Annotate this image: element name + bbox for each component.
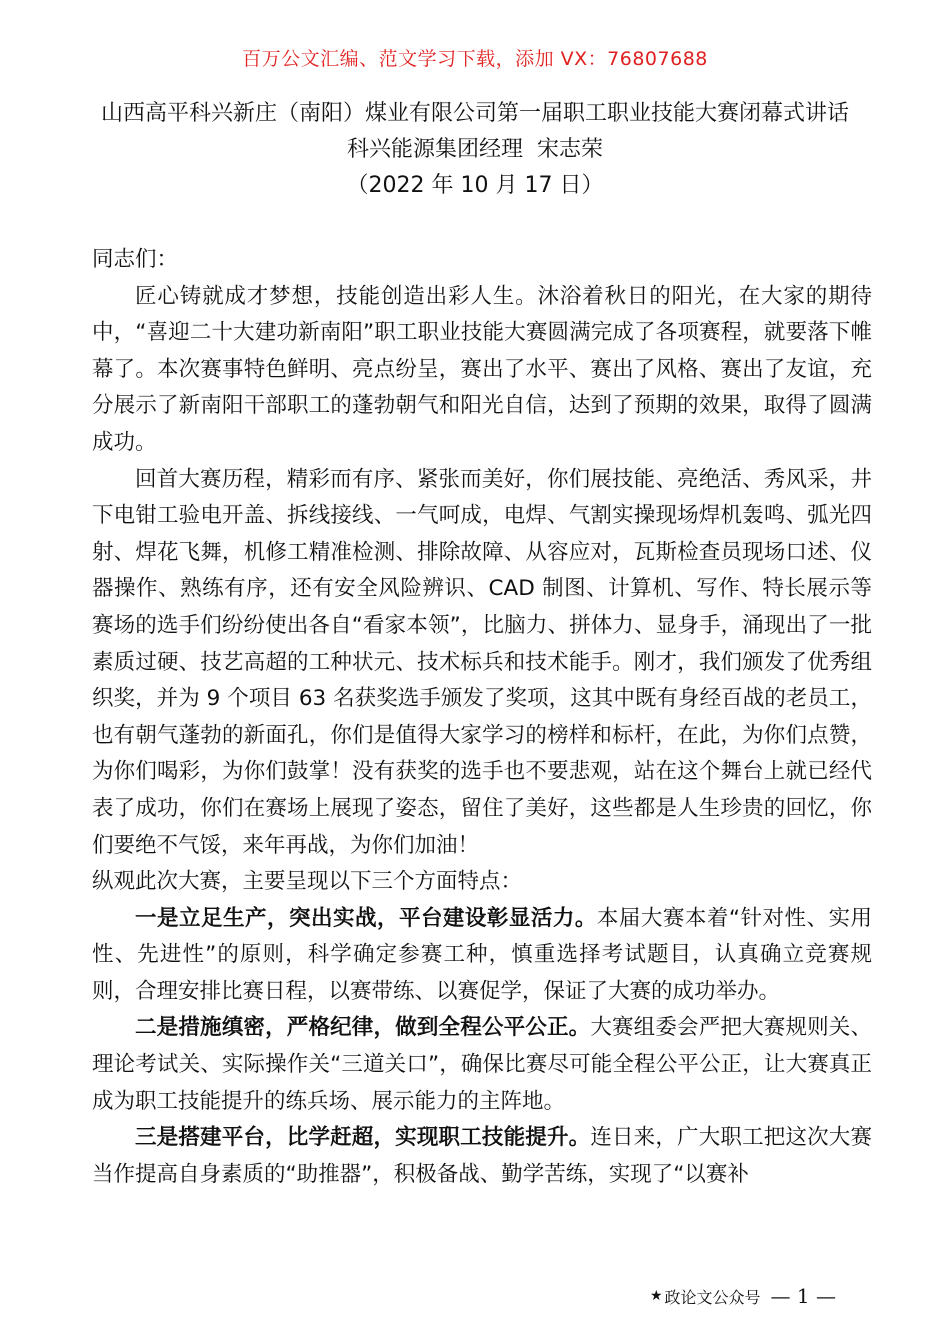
paragraph-1: 匠心铸就成才梦想，技能创造出彩人生。沐浴着秋日的阳光，在大家的期待中，“喜迎二十大建功新南阳”职工职业技能大赛圆满完成了各项赛程，就要落下帷幕了。本次赛事特色鲜明、亮点纷呈，赛出了水平、赛出了风格、赛出了友谊，充分展示了新南阳干部职工的蓬勃朝气和阳光自信，达到了预期的效果，取得了圆满成功。 — [92, 283, 872, 455]
point-2 — [92, 1010, 872, 1120]
speech-date: （2022 年 10 月 17 日） — [346, 173, 604, 198]
point-3-text: 连日来，广大职工把这次大赛当作提高自身素质的“助推器”，积极备战、勤学苦练，实现了“以赛补 — [92, 1125, 872, 1187]
title-block — [0, 96, 950, 204]
point-1-text: 本届大赛本着“针对性、实用性、先进性”的原则，科学确定参赛工种，慎重选择考试题目，认真确立竞赛规则，合理安排比赛日程，以赛带练、以赛促学，保证了大赛的成功举办。 — [92, 905, 872, 1004]
header-ad-text: 百万公文汇编、范文学习下载，添加 VX：76807688 — [242, 48, 708, 70]
point-3 — [92, 1120, 872, 1193]
speaker-line: 科兴能源集团经理 宋志荣 — [347, 137, 603, 162]
point-1-heading: 一是立足生产，突出实战，平台建设彰显活力。 — [135, 905, 597, 931]
footer-source: 政论文公众号 — [664, 1287, 761, 1307]
point-2-heading: 二是措施缜密，严格纪律，做到全程公平公正。 — [135, 1015, 591, 1041]
point-3-heading: 三是搭建平台，比学赶超，实现职工技能提升。 — [135, 1125, 591, 1151]
paragraph-2: 回首大赛历程，精彩而有序、紧张而美好，你们展技能、亮绝活、秀风采，井下电钳工验电开盖、拆线接线、一气呵成，电焊、气割实操现场焊机轰鸣、弧光四射、焊花飞舞，机修工精准检测、排除故障、从容应对，瓦斯检查员现场口述、仪器操作、熟练有序，还有安全风险辨识、CAD 制图、计算机、写作、特长展示等赛场的选手们纷纷使出各自“看家本领”，比脑力、拼体力、显身手，涌现出了一批素质过硬、技艺高超的工种状元、技术标兵和技术能手。刚才，我们颁发了优秀组织奖，并为 9 个项目 63 名获奖选手颁发了奖项，这其中既有身经百战的老员工，也有朝气蓬勃的新面孔，你们是值得大家学习的榜样和标杆，在此，为你们点赞，为你们喝彩，为你们鼓掌！没有获奖的选手也不要悲观，站在这个舞台上就已经代表了成功，你们在赛场上展现了姿态，留住了美好，这些都是人生珍贵的回忆，你们要绝不气馁，来年再战，为你们加油！ — [92, 466, 872, 858]
point-1 — [92, 901, 872, 1011]
point-2-text: 大赛组委会严把大赛规则关、理论考试关、实际操作关“三道关口”，确保比赛尽可能全程公平公正，让大赛真正成为职工技能提升的练兵场、展示能力的主阵地。 — [92, 1015, 872, 1114]
star-icon: ★ — [649, 1288, 663, 1304]
salutation: 同志们： — [92, 247, 179, 272]
speech-title: 山西高平科兴新庄（南阳）煤业有限公司第一届职工职业技能大赛闭幕式讲话 — [100, 101, 849, 126]
page-footer — [650, 1284, 836, 1308]
document-body — [92, 242, 872, 1193]
paragraph-3: 纵观此次大赛，主要呈现以下三个方面特点： — [92, 869, 523, 895]
page-number: — 1 — — [770, 1284, 836, 1308]
